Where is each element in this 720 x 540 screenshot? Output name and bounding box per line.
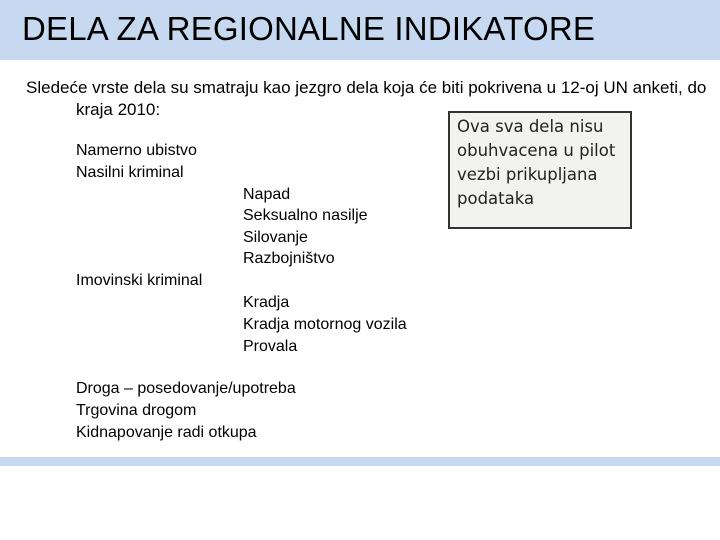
title-bar bbox=[0, 0, 720, 60]
other-item-kidnapping: Kidnapovanje radi otkupa bbox=[76, 424, 257, 441]
note-line: podataka bbox=[457, 189, 535, 208]
note-line: vezbi prikupljana bbox=[457, 165, 598, 184]
property-item-vehicle-theft: Kradja motornog vozila bbox=[243, 316, 407, 333]
violent-item-assault: Napad bbox=[243, 186, 291, 203]
note-line: Ova sva dela nisu bbox=[457, 117, 604, 136]
property-item-burglary: Provala bbox=[243, 338, 298, 355]
violent-item-rape: Silovanje bbox=[243, 229, 308, 246]
note-line: obuhvacena u pilot bbox=[457, 141, 616, 160]
category-property-crime: Imovinski kriminal bbox=[76, 272, 203, 289]
bottom-divider-bar bbox=[0, 457, 720, 466]
property-item-theft: Kradja bbox=[243, 294, 290, 311]
category-violent-crime: Nasilni kriminal bbox=[76, 164, 184, 181]
violent-item-sexual-violence: Seksualno nasilje bbox=[243, 207, 368, 224]
other-item-drug-possession: Droga – posedovanje/upotreba bbox=[76, 380, 296, 397]
category-intentional-homicide: Namerno ubistvo bbox=[76, 142, 197, 159]
slide-title: DELA ZA REGIONALNE INDIKATORE bbox=[22, 10, 596, 47]
note-box bbox=[448, 111, 632, 229]
violent-item-robbery: Razbojništvo bbox=[243, 250, 335, 267]
other-item-drug-trafficking: Trgovina drogom bbox=[76, 402, 197, 419]
intro-text: Sledeće vrste dela su smatraju kao jezgro dela koja će biti pokrivena u 12-oj UN anketi, do kraja 2010: bbox=[26, 78, 707, 119]
